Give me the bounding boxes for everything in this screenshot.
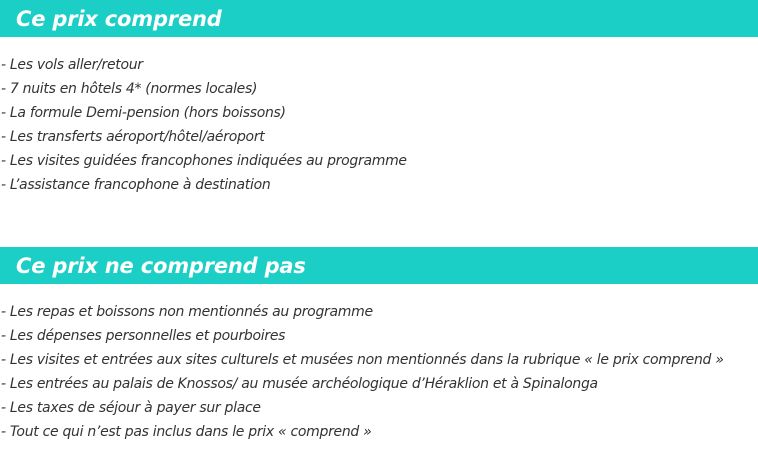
includes-item: - Les transferts aéroport/hôtel/aéroport [1, 129, 265, 145]
excludes-item: - Tout ce qui n’est pas inclus dans le prix « comprend » [1, 424, 372, 440]
includes-item: - Les visites guidées francophones indiquées au programme [1, 153, 407, 169]
includes-item: - L’assistance francophone à destination [1, 177, 271, 193]
includes-item: - 7 nuits en hôtels 4* (normes locales) [1, 81, 258, 97]
excludes-item: - Les visites et entrées aux sites culturels et musées non mentionnés dans la rubrique « le prix comprend » [1, 352, 724, 368]
excludes-item: - Les repas et boissons non mentionnés au programme [1, 304, 373, 320]
includes-item: - La formule Demi-pension (hors boissons) [1, 105, 286, 121]
excludes-item: - Les taxes de séjour à payer sur place [1, 400, 261, 416]
excludes-item: - Les entrées au palais de Knossos/ au musée archéologique d’Héraklion et à Spinalonga [1, 376, 598, 392]
excludes-title: Ce prix ne comprend pas [16, 253, 306, 278]
includes-list [1, 53, 407, 197]
includes-title: Ce prix comprend [16, 6, 222, 31]
excludes-banner [0, 247, 758, 284]
includes-item: - Les vols aller/retour [1, 57, 143, 73]
excludes-list [1, 300, 724, 444]
excludes-item: - Les dépenses personnelles et pourboires [1, 328, 286, 344]
includes-banner [0, 0, 758, 37]
